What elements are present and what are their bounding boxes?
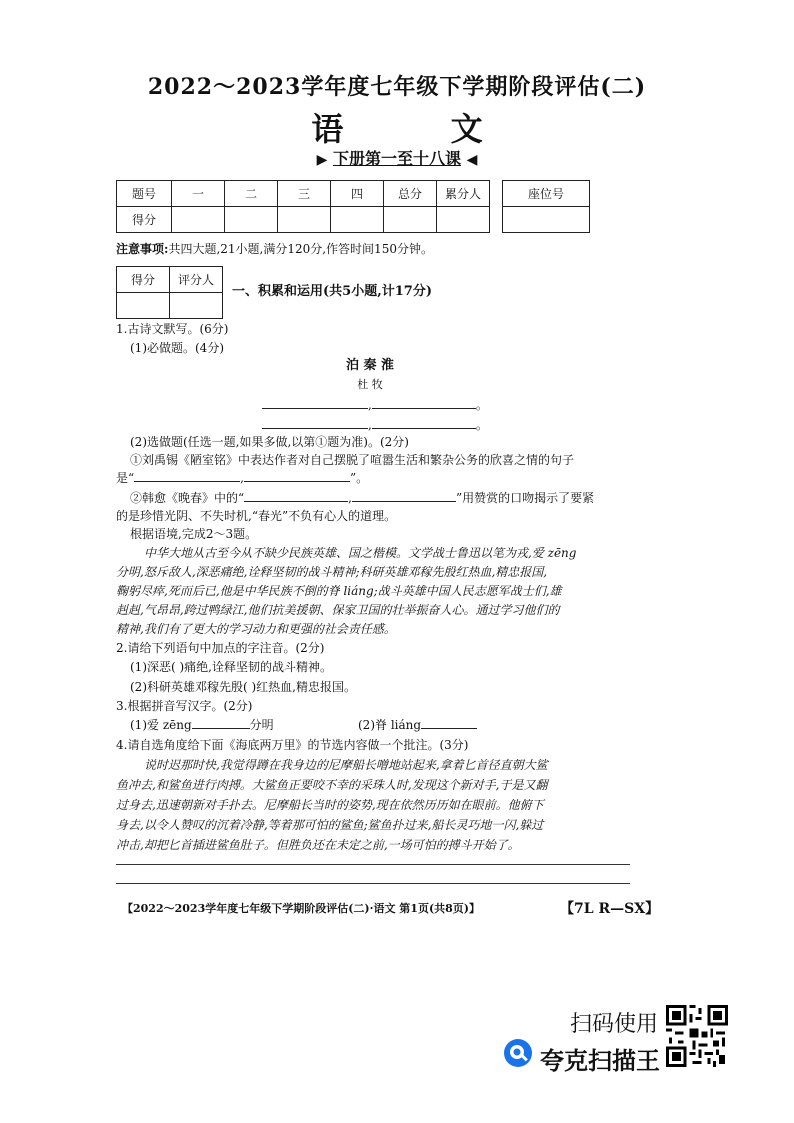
answer-blank[interactable] [262, 396, 368, 409]
notice [116, 240, 433, 258]
scan-to-use-text: 扫码使用 [570, 1012, 659, 1037]
score-cell: 三 [278, 181, 331, 207]
q1-opt1-line1: ①刘禹锡《陋室铭》中表达作者对自己摆脱了喧嚣生活和繁杂公务的欣喜之情的句子 [130, 453, 575, 467]
scope-right-arrow-icon: ◀ [466, 152, 478, 168]
context-intro: 根据语境,完成2～3题。 [130, 527, 258, 541]
section-1-heading: 一、积累和运用(共5小题,计17分) [232, 284, 432, 299]
score-input-cell[interactable] [331, 207, 384, 233]
q4-line: 冲击,却把匕首插进鲨鱼肚子。但胜负还在未定之前,一场可怕的搏斗开始了。 [116, 838, 520, 852]
quark-logo-icon [503, 1038, 533, 1068]
brand-name: 夸克扫描王 [540, 1047, 660, 1075]
answer-blank[interactable] [352, 489, 456, 502]
q3-item-2: (2)脊 liáng [358, 716, 477, 734]
answer-blank[interactable] [244, 489, 348, 502]
q1-opt1-line2: 是“ , ”。 [116, 471, 369, 485]
score-input-cell[interactable] [278, 207, 331, 233]
q1-title: 1.古诗文默写。(6分) [116, 322, 229, 336]
score-table-header-row [117, 181, 490, 207]
q2-item-2: (2)科研英雄邓稼先殷( )红热血,精忠报国。 [130, 680, 356, 694]
subject-title: 语 文 [311, 110, 531, 148]
scope-text: 下册第一至十八课 [332, 149, 461, 168]
poem-author: 杜 牧 [357, 378, 383, 391]
grader-box [116, 266, 223, 319]
score-input-cell[interactable] [384, 207, 437, 233]
q1-opt2-line1: ②韩愈《晚春》中的“ , ”用赞赏的口吻揭示了要紧 [130, 491, 595, 505]
score-cell: 总分 [384, 181, 437, 207]
grader-score-label: 得分 [117, 267, 170, 293]
scope-line [0, 146, 794, 169]
answer-blank[interactable] [372, 416, 476, 429]
annotation-answer-line[interactable] [116, 883, 630, 884]
q3-title: 3.根据拼音写汉字。(2分) [116, 699, 253, 713]
q2-title: 2.请给下列语句中加点的字注音。(2分) [116, 641, 325, 655]
answer-blank[interactable] [192, 716, 250, 729]
score-row-label: 得分 [117, 207, 172, 233]
notice-label: 注意事项: [116, 242, 169, 256]
poem-line-2: , 。 [262, 416, 488, 434]
score-cell: 题号 [117, 181, 172, 207]
q3-item-1: (1)爱 zēng 分明 [130, 718, 274, 732]
answer-blank[interactable] [421, 716, 477, 729]
score-input-cell[interactable] [225, 207, 278, 233]
answer-blank[interactable] [372, 396, 476, 409]
paper-code: 【7L R—SX】 [560, 901, 660, 917]
grader-score-input[interactable] [117, 293, 170, 319]
score-input-cell[interactable] [437, 207, 490, 233]
notice-text: 共四大题,21小题,满分120分,作答时间150分钟。 [168, 242, 433, 256]
annotation-answer-line[interactable] [116, 864, 630, 865]
q1-optional: (2)选做题(任选一题,如果多做,以第①题为准)。(2分) [130, 435, 409, 449]
context-line: 赳赳,气昂昂,跨过鸭绿江,他们抗美援朝、保家卫国的壮举振奋人心。通过学习他们的 [116, 603, 560, 617]
answer-blank[interactable] [134, 469, 240, 482]
context-line: 中华大地从古至今从不缺少民族英雄、国之楷模。文学战士鲁迅以笔为戎,爱 zēng [144, 546, 577, 560]
q1-opt2-line2: 的是珍惜光阴、不失时机,“春光”不负有心人的道理。 [116, 509, 397, 523]
exam-title: 2022～2023学年度七年级下学期阶段评估(二) [147, 74, 647, 100]
seat-table [502, 180, 590, 233]
q1-required: (1)必做题。(4分) [130, 341, 224, 355]
grader-name-label: 评分人 [170, 267, 223, 293]
seat-label: 座位号 [503, 181, 590, 207]
q2-item-1: (1)深恶( )痛绝,诠释坚韧的战斗精神。 [130, 660, 332, 674]
seat-input-cell[interactable] [503, 207, 590, 233]
context-line: 精神,我们有了更大的学习动力和更强的社会责任感。 [116, 622, 396, 636]
poem-title: 泊 秦 淮 [345, 358, 395, 373]
q4-line: 鱼冲去,和鲨鱼进行肉搏。大鲨鱼正要咬不幸的采珠人时,发现这个新对手,于是又翻 [116, 778, 548, 792]
score-cell: 二 [225, 181, 278, 207]
grader-name-input[interactable] [170, 293, 223, 319]
score-table-score-row [117, 207, 490, 233]
q4-title: 4.请自选角度给下面《海底两万里》的节选内容做一个批注。(3分) [116, 738, 469, 752]
q4-line: 身去,以令人赞叹的沉着冷静,等着那可怕的鲨鱼;鲨鱼扑过来,船长灵巧地一闪,躲过 [116, 818, 544, 832]
qr-code-icon[interactable] [666, 1005, 728, 1067]
q4-line: 过身去,迅速朝新对手扑去。尼摩船长当时的姿势,现在依然历历如在眼前。他俯下 [116, 798, 544, 812]
score-input-cell[interactable] [172, 207, 225, 233]
scope-left-arrow-icon: ▶ [316, 152, 328, 168]
page-footer: 【2022～2023学年度七年级下学期阶段评估(二)·语文 第1页(共8页)】 [122, 902, 481, 915]
score-cell: 四 [331, 181, 384, 207]
context-line: 分明,怒斥敌人,深恶痛绝,诠释坚韧的战斗精神;科研英雄邓稼先殷红热血,精忠报国, [116, 565, 548, 579]
answer-blank[interactable] [244, 469, 350, 482]
context-line: 鞠躬尽瘁,死而后已,他是中华民族不倒的脊 liáng;战斗英雄中国人民志愿军战士们,雄 [116, 584, 562, 598]
q4-line: 说时迟那时快,我觉得蹲在我身边的尼摩船长噌地站起来,拿着匕首径直朝大鲨 [144, 758, 548, 772]
poem-line-1: , 。 [262, 396, 488, 414]
answer-blank[interactable] [262, 416, 368, 429]
score-cell: 一 [172, 181, 225, 207]
score-cell: 累分人 [437, 181, 490, 207]
score-table [116, 180, 490, 233]
